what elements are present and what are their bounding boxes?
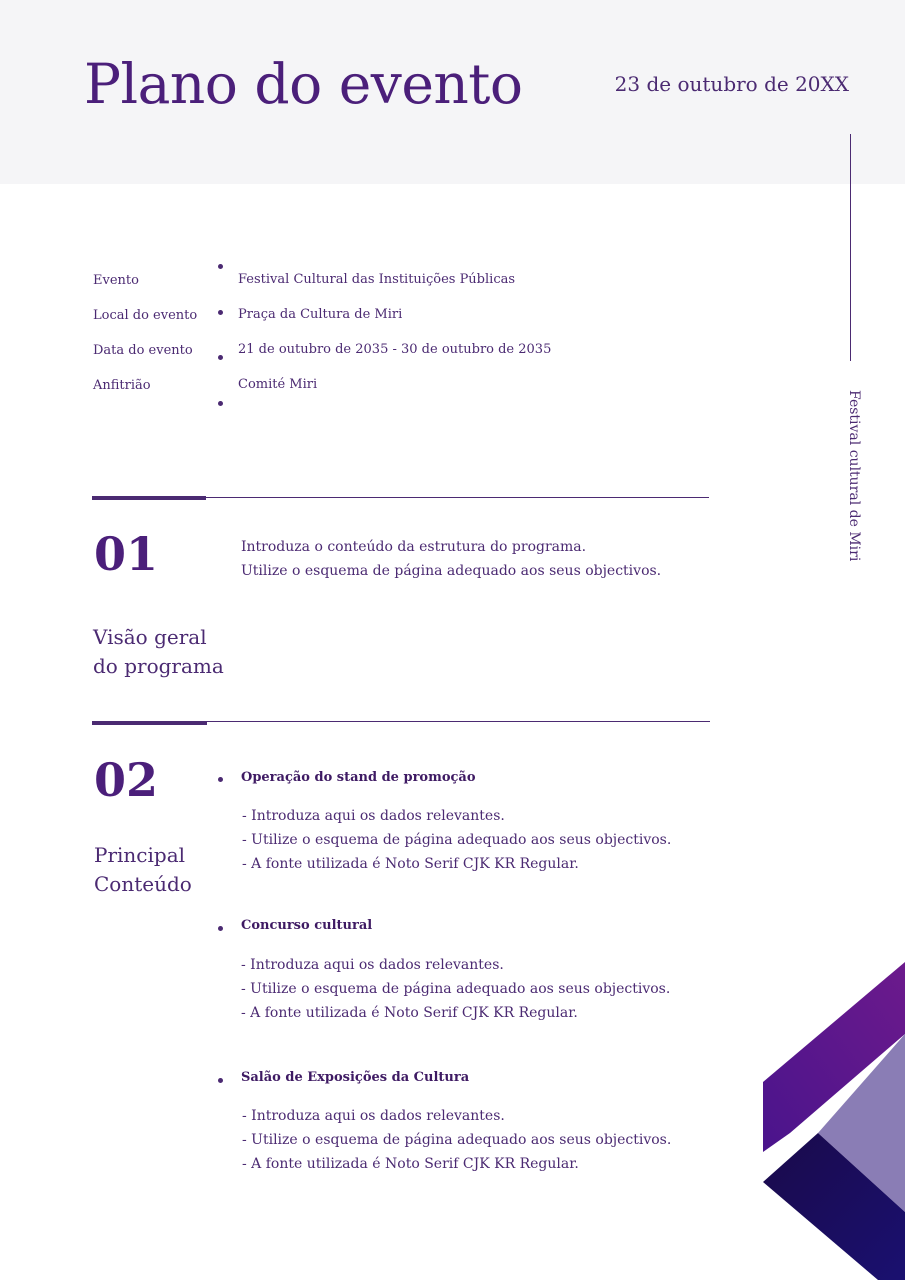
section-title: Principal Conteúdo (94, 843, 192, 896)
item-lines: - Introduza aqui os dados relevantes. - Utilize o esquema de página adequado aos seus objectivos. - A fonte utilizada é Noto Serif CJK KR Regular. (242, 1108, 672, 1172)
info-value-host: Comité Miri (238, 377, 318, 392)
item-heading: Salão de Exposições da Cultura (241, 1070, 470, 1085)
page-title: Plano do evento (84, 52, 523, 116)
info-label-event: Evento (93, 273, 139, 288)
info-label-date: Data do evento (93, 343, 193, 358)
side-vertical-title: Festival cultural de Miri (846, 390, 862, 562)
item-heading: Concurso cultural (241, 918, 373, 933)
section-number: 02 (94, 753, 159, 807)
section-number: 01 (94, 527, 159, 581)
info-value-venue: Praça da Cultura de Miri (238, 307, 403, 322)
info-label-host: Anfitrião (93, 378, 151, 393)
info-label-venue: Local do evento (93, 308, 198, 323)
item-lines: - Introduza aqui os dados relevantes. - Utilize o esquema de página adequado aos seus objectivos. - A fonte utilizada é Noto Serif CJK KR Regular. (241, 957, 671, 1021)
document-date: 23 de outubro de 20XX (614, 72, 849, 96)
item-heading: Operação do stand de promoção (241, 770, 476, 785)
item-lines: - Introduza aqui os dados relevantes. - Utilize o esquema de página adequado aos seus objectivos. - A fonte utilizada é Noto Serif CJK KR Regular. (242, 808, 672, 872)
info-value-event: Festival Cultural das Instituições Públicas (238, 272, 516, 287)
info-value-date: 21 de outubro de 2035 - 30 de outubro de 2035 (238, 342, 552, 357)
section-text: Introduza o conteúdo da estrutura do programa. Utilize o esquema de página adequado aos seus objectivos. (241, 539, 662, 579)
section-title: Visão geral do programa (93, 625, 224, 678)
